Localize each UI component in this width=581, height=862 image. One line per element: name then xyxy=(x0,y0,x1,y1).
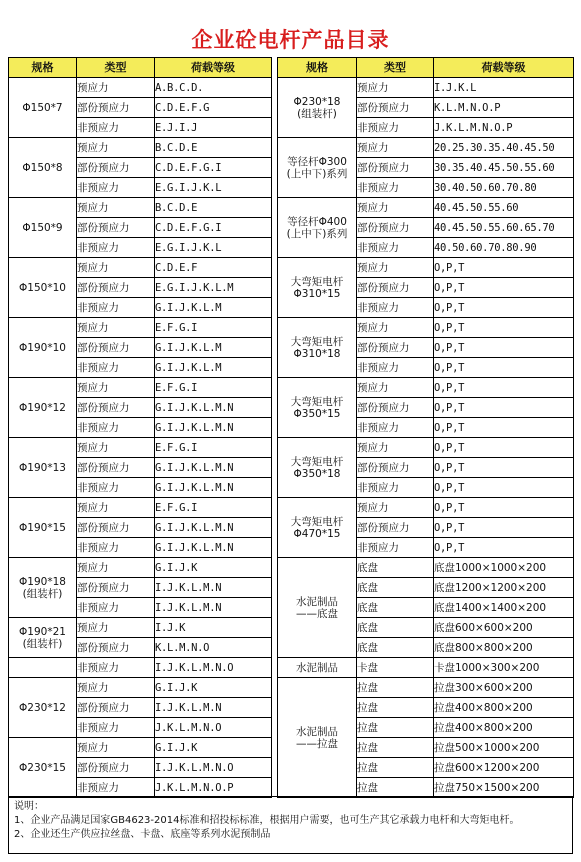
type-cell: 预应力 xyxy=(357,198,434,218)
type-cell: 部份预应力 xyxy=(77,638,155,658)
grade-cell: 40.45.50.55.60.65.70 xyxy=(434,218,574,238)
type-cell: 预应力 xyxy=(77,258,155,278)
grade-cell: G.I.J.K.L.M.N xyxy=(155,478,272,498)
type-cell: 部份预应力 xyxy=(77,98,155,118)
grade-cell: O,P,T xyxy=(434,418,574,438)
grade-cell: 底盘1200×1200×200 xyxy=(434,578,574,598)
type-cell: 卡盘 xyxy=(357,658,434,678)
type-cell: 底盘 xyxy=(357,638,434,658)
grade-cell: O,P,T xyxy=(434,318,574,338)
grade-cell: O,P,T xyxy=(434,478,574,498)
type-cell: 部份预应力 xyxy=(357,278,434,298)
catalog-table-left xyxy=(8,57,272,798)
grade-cell: O,P,T xyxy=(434,398,574,418)
type-cell: 拉盘 xyxy=(357,778,434,798)
grade-cell: E.J.I.J xyxy=(155,118,272,138)
grade-cell: B.C.D.E xyxy=(155,138,272,158)
type-cell: 预应力 xyxy=(357,138,434,158)
type-cell: 非预应力 xyxy=(77,178,155,198)
spec-cell: 水泥制品 ——底盘 xyxy=(278,558,357,658)
type-cell: 预应力 xyxy=(77,318,155,338)
grade-cell: G.I.J.K.L.M.N xyxy=(155,418,272,438)
type-cell: 部份预应力 xyxy=(77,518,155,538)
table-row xyxy=(278,318,574,338)
notes-line-1: 1、企业产品满足国家GB4623-2014标准和招投标标准，根据用户需要，也可生产其它承载力电杆和大弯矩电杆。 xyxy=(14,815,520,826)
type-cell: 部份预应力 xyxy=(77,458,155,478)
table-row xyxy=(278,558,574,578)
table-row xyxy=(9,558,272,578)
spec-cell: Φ190*15 xyxy=(9,498,77,558)
type-cell: 预应力 xyxy=(77,78,155,98)
grade-cell: O,P,T xyxy=(434,498,574,518)
type-cell: 部份预应力 xyxy=(77,758,155,778)
table-row xyxy=(278,498,574,518)
type-cell: 拉盘 xyxy=(357,738,434,758)
grade-cell: 40.50.60.70.80.90 xyxy=(434,238,574,258)
header-type: 类型 xyxy=(357,58,434,78)
table-row xyxy=(278,258,574,278)
type-cell: 预应力 xyxy=(77,618,155,638)
grade-cell: E.F.G.I xyxy=(155,378,272,398)
grade-cell: O,P,T xyxy=(434,458,574,478)
spec-cell: Φ190*18 (组装杆) xyxy=(9,558,77,618)
grade-cell: 30.35.40.45.50.55.60 xyxy=(434,158,574,178)
grade-cell: 拉盘750×1500×200 xyxy=(434,778,574,798)
type-cell: 部份预应力 xyxy=(77,398,155,418)
grade-cell: I.J.K xyxy=(155,618,272,638)
grade-cell: 拉盘600×1200×200 xyxy=(434,758,574,778)
type-cell: 部份预应力 xyxy=(77,338,155,358)
type-cell: 部份预应力 xyxy=(77,698,155,718)
type-cell: 部份预应力 xyxy=(357,518,434,538)
grade-cell: 拉盘500×1000×200 xyxy=(434,738,574,758)
grade-cell: O,P,T xyxy=(434,378,574,398)
grade-cell: I.J.K.L.M.N xyxy=(155,578,272,598)
table-row xyxy=(9,138,272,158)
type-cell: 部份预应力 xyxy=(357,98,434,118)
spec-cell: 大弯矩电杆 Φ310*18 xyxy=(278,318,357,378)
type-cell: 非预应力 xyxy=(357,298,434,318)
type-cell: 非预应力 xyxy=(357,178,434,198)
type-cell: 拉盘 xyxy=(357,678,434,698)
grade-cell: 30.40.50.60.70.80 xyxy=(434,178,574,198)
type-cell: 非预应力 xyxy=(357,538,434,558)
type-cell: 底盘 xyxy=(357,558,434,578)
page-title: 企业砼电杆产品目录 xyxy=(191,28,390,52)
type-cell: 部份预应力 xyxy=(77,278,155,298)
spec-cell: Φ230*18 (组装杆) xyxy=(278,78,357,138)
type-cell: 预应力 xyxy=(77,678,155,698)
grade-cell: K.L.M.N.O xyxy=(155,638,272,658)
grade-cell: J.K.L.M.N.O.P xyxy=(155,778,272,798)
type-cell: 预应力 xyxy=(357,258,434,278)
type-cell: 非预应力 xyxy=(357,238,434,258)
grade-cell: J.K.L.M.N.O xyxy=(155,718,272,738)
type-cell: 非预应力 xyxy=(77,418,155,438)
table-row xyxy=(9,618,272,638)
grade-cell: E.F.G.I xyxy=(155,318,272,338)
grade-cell: 底盘1400×1400×200 xyxy=(434,598,574,618)
type-cell: 底盘 xyxy=(357,618,434,638)
header-type: 类型 xyxy=(77,58,155,78)
spec-cell: Φ150*7 xyxy=(9,78,77,138)
type-cell: 预应力 xyxy=(357,498,434,518)
type-cell: 预应力 xyxy=(357,438,434,458)
type-cell: 非预应力 xyxy=(77,298,155,318)
spec-cell: 水泥制品 xyxy=(278,658,357,678)
spec-cell: Φ150*9 xyxy=(9,198,77,258)
type-cell: 非预应力 xyxy=(77,538,155,558)
spec-cell: Φ230*12 xyxy=(9,678,77,738)
type-cell: 非预应力 xyxy=(77,658,155,678)
grade-cell: O,P,T xyxy=(434,298,574,318)
header-grade: 荷载等级 xyxy=(155,58,272,78)
type-cell: 部份预应力 xyxy=(77,218,155,238)
grade-cell: C.D.E.F.G.I xyxy=(155,158,272,178)
grade-cell: I.J.K.L.M.N xyxy=(155,698,272,718)
grade-cell: 40.45.50.55.60 xyxy=(434,198,574,218)
grade-cell: B.C.D.E xyxy=(155,198,272,218)
notes-line-2: 2、企业还生产供应拉丝盘、卡盘、底座等系列水泥预制品 xyxy=(14,829,271,840)
type-cell: 预应力 xyxy=(77,498,155,518)
type-cell: 部份预应力 xyxy=(77,578,155,598)
spec-cell: 等径杆Φ400 (上中下)系列 xyxy=(278,198,357,258)
table-row xyxy=(9,258,272,278)
grade-cell: E.G.I.J.K.L xyxy=(155,178,272,198)
grade-cell: C.D.E.F xyxy=(155,258,272,278)
type-cell: 非预应力 xyxy=(77,118,155,138)
grade-cell: E.G.I.J.K.L xyxy=(155,238,272,258)
type-cell: 预应力 xyxy=(77,198,155,218)
spec-cell: 水泥制品 ——拉盘 xyxy=(278,678,357,798)
catalog-table-right xyxy=(277,57,574,798)
table-row xyxy=(278,198,574,218)
type-cell: 非预应力 xyxy=(77,358,155,378)
grade-cell: G.I.J.K.L.M xyxy=(155,298,272,318)
notes-box xyxy=(8,796,573,854)
grade-cell: 底盘800×800×200 xyxy=(434,638,574,658)
grade-cell: E.F.G.I xyxy=(155,438,272,458)
spec-cell: Φ190*21 (组装杆) xyxy=(9,618,77,658)
type-cell: 非预应力 xyxy=(77,478,155,498)
table-header-row xyxy=(9,58,272,78)
grade-cell: O,P,T xyxy=(434,538,574,558)
type-cell: 部份预应力 xyxy=(357,158,434,178)
type-cell: 预应力 xyxy=(77,138,155,158)
grade-cell: 卡盘1000×300×200 xyxy=(434,658,574,678)
table-row xyxy=(278,78,574,98)
grade-cell: E.F.G.I xyxy=(155,498,272,518)
type-cell: 预应力 xyxy=(77,438,155,458)
grade-cell: 20.25.30.35.40.45.50 xyxy=(434,138,574,158)
grade-cell: O,P,T xyxy=(434,258,574,278)
grade-cell: I.J.K.L.M.N xyxy=(155,598,272,618)
grade-cell: I.J.K.L.M.N.O xyxy=(155,658,272,678)
type-cell: 预应力 xyxy=(77,738,155,758)
table-header-row xyxy=(278,58,574,78)
type-cell: 拉盘 xyxy=(357,718,434,738)
type-cell: 非预应力 xyxy=(357,418,434,438)
grade-cell: 底盘1000×1000×200 xyxy=(434,558,574,578)
grade-cell: O,P,T xyxy=(434,518,574,538)
type-cell: 非预应力 xyxy=(357,358,434,378)
grade-cell: G.I.J.K xyxy=(155,558,272,578)
type-cell: 预应力 xyxy=(357,78,434,98)
type-cell: 底盘 xyxy=(357,578,434,598)
grade-cell: E.G.I.J.K.L.M xyxy=(155,278,272,298)
grade-cell: G.I.J.K.L.M.N xyxy=(155,538,272,558)
header-spec: 规格 xyxy=(278,58,357,78)
table-row xyxy=(9,318,272,338)
grade-cell: 拉盘400×800×200 xyxy=(434,698,574,718)
grade-cell: G.I.J.K.L.M xyxy=(155,338,272,358)
table-row xyxy=(9,78,272,98)
grade-cell: 拉盘400×800×200 xyxy=(434,718,574,738)
type-cell: 非预应力 xyxy=(357,118,434,138)
type-cell: 部份预应力 xyxy=(357,338,434,358)
spec-cell: Φ190*12 xyxy=(9,378,77,438)
grade-cell: 底盘600×600×200 xyxy=(434,618,574,638)
grade-cell: C.D.E.F.G xyxy=(155,98,272,118)
grade-cell: 拉盘300×600×200 xyxy=(434,678,574,698)
grade-cell: J.K.L.M.N.O.P xyxy=(434,118,574,138)
spec-cell: 大弯矩电杆 Φ310*15 xyxy=(278,258,357,318)
grade-cell: G.I.J.K xyxy=(155,678,272,698)
type-cell: 部份预应力 xyxy=(77,158,155,178)
table-row xyxy=(278,138,574,158)
spec-cell: 大弯矩电杆 Φ350*15 xyxy=(278,378,357,438)
grade-cell: G.I.J.K.L.M xyxy=(155,358,272,378)
table-row xyxy=(278,378,574,398)
type-cell: 非预应力 xyxy=(77,238,155,258)
grade-cell: G.I.J.K.L.M.N xyxy=(155,518,272,538)
spec-cell: Φ190*13 xyxy=(9,438,77,498)
grade-cell: O,P,T xyxy=(434,438,574,458)
grade-cell: A.B.C.D. xyxy=(155,78,272,98)
header-grade: 荷载等级 xyxy=(434,58,574,78)
grade-cell: G.I.J.K.L.M.N xyxy=(155,398,272,418)
type-cell: 预应力 xyxy=(77,558,155,578)
spec-cell: 大弯矩电杆 Φ350*18 xyxy=(278,438,357,498)
spec-cell: 大弯矩电杆 Φ470*15 xyxy=(278,498,357,558)
type-cell: 非预应力 xyxy=(77,778,155,798)
table-row xyxy=(9,678,272,698)
spec-cell xyxy=(9,658,77,678)
grade-cell: C.D.E.F.G.I xyxy=(155,218,272,238)
table-row xyxy=(278,438,574,458)
table-row xyxy=(9,738,272,758)
grade-cell: K.L.M.N.O.P xyxy=(434,98,574,118)
type-cell: 预应力 xyxy=(357,378,434,398)
type-cell: 底盘 xyxy=(357,598,434,618)
grade-cell: G.I.J.K xyxy=(155,738,272,758)
type-cell: 部份预应力 xyxy=(357,398,434,418)
table-row xyxy=(278,658,574,678)
table-row xyxy=(9,658,272,678)
type-cell: 部份预应力 xyxy=(357,218,434,238)
table-row xyxy=(9,438,272,458)
type-cell: 非预应力 xyxy=(357,478,434,498)
grade-cell: I.J.K.L.M.N.O xyxy=(155,758,272,778)
grade-cell: O,P,T xyxy=(434,338,574,358)
grade-cell: O,P,T xyxy=(434,278,574,298)
table-row xyxy=(9,378,272,398)
spec-cell: Φ150*8 xyxy=(9,138,77,198)
type-cell: 部份预应力 xyxy=(357,458,434,478)
grade-cell: I.J.K.L xyxy=(434,78,574,98)
spec-cell: Φ230*15 xyxy=(9,738,77,798)
type-cell: 预应力 xyxy=(77,378,155,398)
type-cell: 非预应力 xyxy=(77,718,155,738)
table-row xyxy=(9,498,272,518)
type-cell: 拉盘 xyxy=(357,758,434,778)
grade-cell: G.I.J.K.L.M.N xyxy=(155,458,272,478)
spec-cell: Φ150*10 xyxy=(9,258,77,318)
table-row xyxy=(278,678,574,698)
type-cell: 非预应力 xyxy=(77,598,155,618)
spec-cell: Φ190*10 xyxy=(9,318,77,378)
grade-cell: O,P,T xyxy=(434,358,574,378)
header-spec: 规格 xyxy=(9,58,77,78)
spec-cell: 等径杆Φ300 (上中下)系列 xyxy=(278,138,357,198)
table-row xyxy=(9,198,272,218)
notes-heading: 说明： xyxy=(14,801,44,812)
type-cell: 拉盘 xyxy=(357,698,434,718)
type-cell: 预应力 xyxy=(357,318,434,338)
